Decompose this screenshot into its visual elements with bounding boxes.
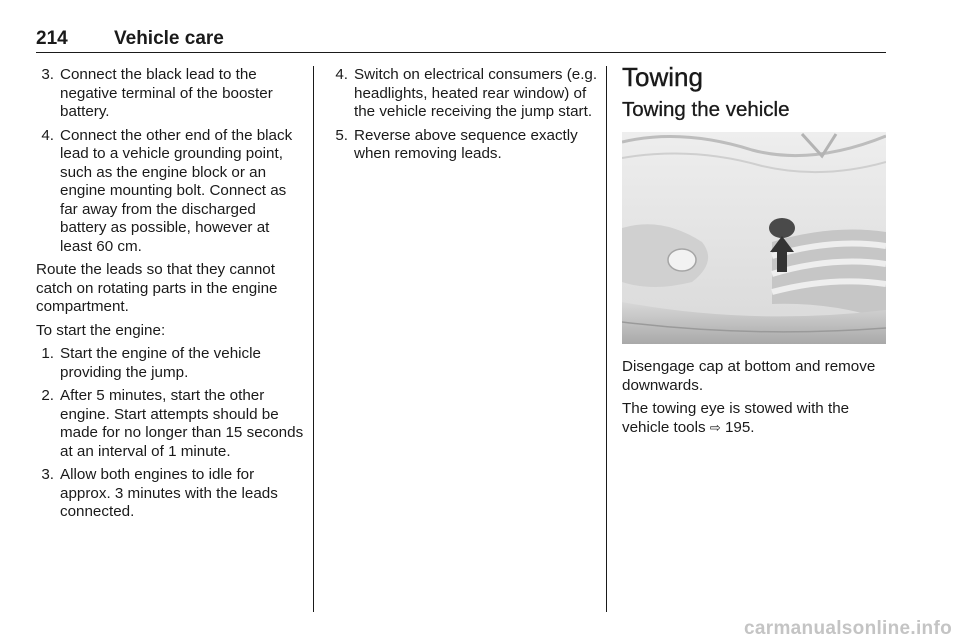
- step-number: 4.: [41, 126, 54, 144]
- step-text: Allow both engines to idle for approx. 3 minutes with the leads connected.: [60, 466, 278, 520]
- heading-towing: Towing: [622, 62, 703, 92]
- step-list: [330, 66, 598, 164]
- paragraph-route-leads: Route the leads so that they cannot catch on rotating parts in the engine compartment.: [36, 261, 278, 315]
- paragraph-towing-eye: [622, 400, 888, 437]
- column-divider: [606, 66, 607, 612]
- subheading-towing-vehicle: Towing the vehicle: [622, 98, 790, 121]
- column-right: [622, 62, 888, 442]
- step-text: Connect the other end of the black lead to a vehicle grounding point, such as the engine block or an engine mounting bolt. Connect as far away from the discharged battery as possible, however at least 60 cm.: [60, 126, 293, 255]
- paragraph-disengage-cap: Disengage cap at bottom and remove downwards.: [622, 358, 876, 394]
- step-list: [36, 66, 304, 256]
- paragraph-start-engine: To start the engine:: [36, 321, 166, 339]
- list-item: [36, 127, 304, 257]
- list-item: [36, 345, 304, 382]
- section-title: Vehicle care: [114, 28, 224, 49]
- step-number: 3.: [41, 466, 54, 483]
- list-item: [330, 127, 598, 164]
- page-reference-link[interactable]: 195.: [724, 418, 755, 436]
- towing-eye-text: The towing eye is stowed with the vehicle tools: [622, 400, 850, 436]
- page-number: 214: [36, 28, 68, 49]
- page-header: [36, 26, 886, 53]
- step-text: After 5 minutes, start the other engine. Start attempts should be made for no longer than 15 seconds at an interval of 1 minute.: [60, 387, 304, 460]
- page-reference-arrow-icon: ⇨: [709, 419, 721, 435]
- step-number: 3.: [41, 66, 54, 83]
- step-number: 4.: [335, 66, 348, 83]
- column-left: [36, 66, 304, 527]
- step-number: 1.: [41, 345, 54, 362]
- step-text: Connect the black lead to the negative terminal of the booster battery.: [60, 66, 273, 120]
- step-list: [36, 345, 304, 522]
- step-number: 5.: [335, 126, 348, 144]
- list-item: [36, 466, 304, 522]
- step-text: Reverse above sequence exactly when removing leads.: [354, 126, 578, 162]
- step-text: Switch on electrical consumers (e.g. headlights, heated rear window) of the vehicle receiving the jump start.: [354, 66, 598, 120]
- list-item: [36, 66, 304, 122]
- step-text: Start the engine of the vehicle providing the jump.: [60, 345, 261, 381]
- list-item: [330, 66, 598, 122]
- watermark: carmanualsonline.info: [744, 618, 952, 639]
- list-item: [36, 387, 304, 461]
- column-divider: [313, 66, 314, 612]
- column-middle: [330, 66, 598, 169]
- towing-eye-cap-illustration: [622, 132, 886, 344]
- step-number: 2.: [41, 387, 54, 404]
